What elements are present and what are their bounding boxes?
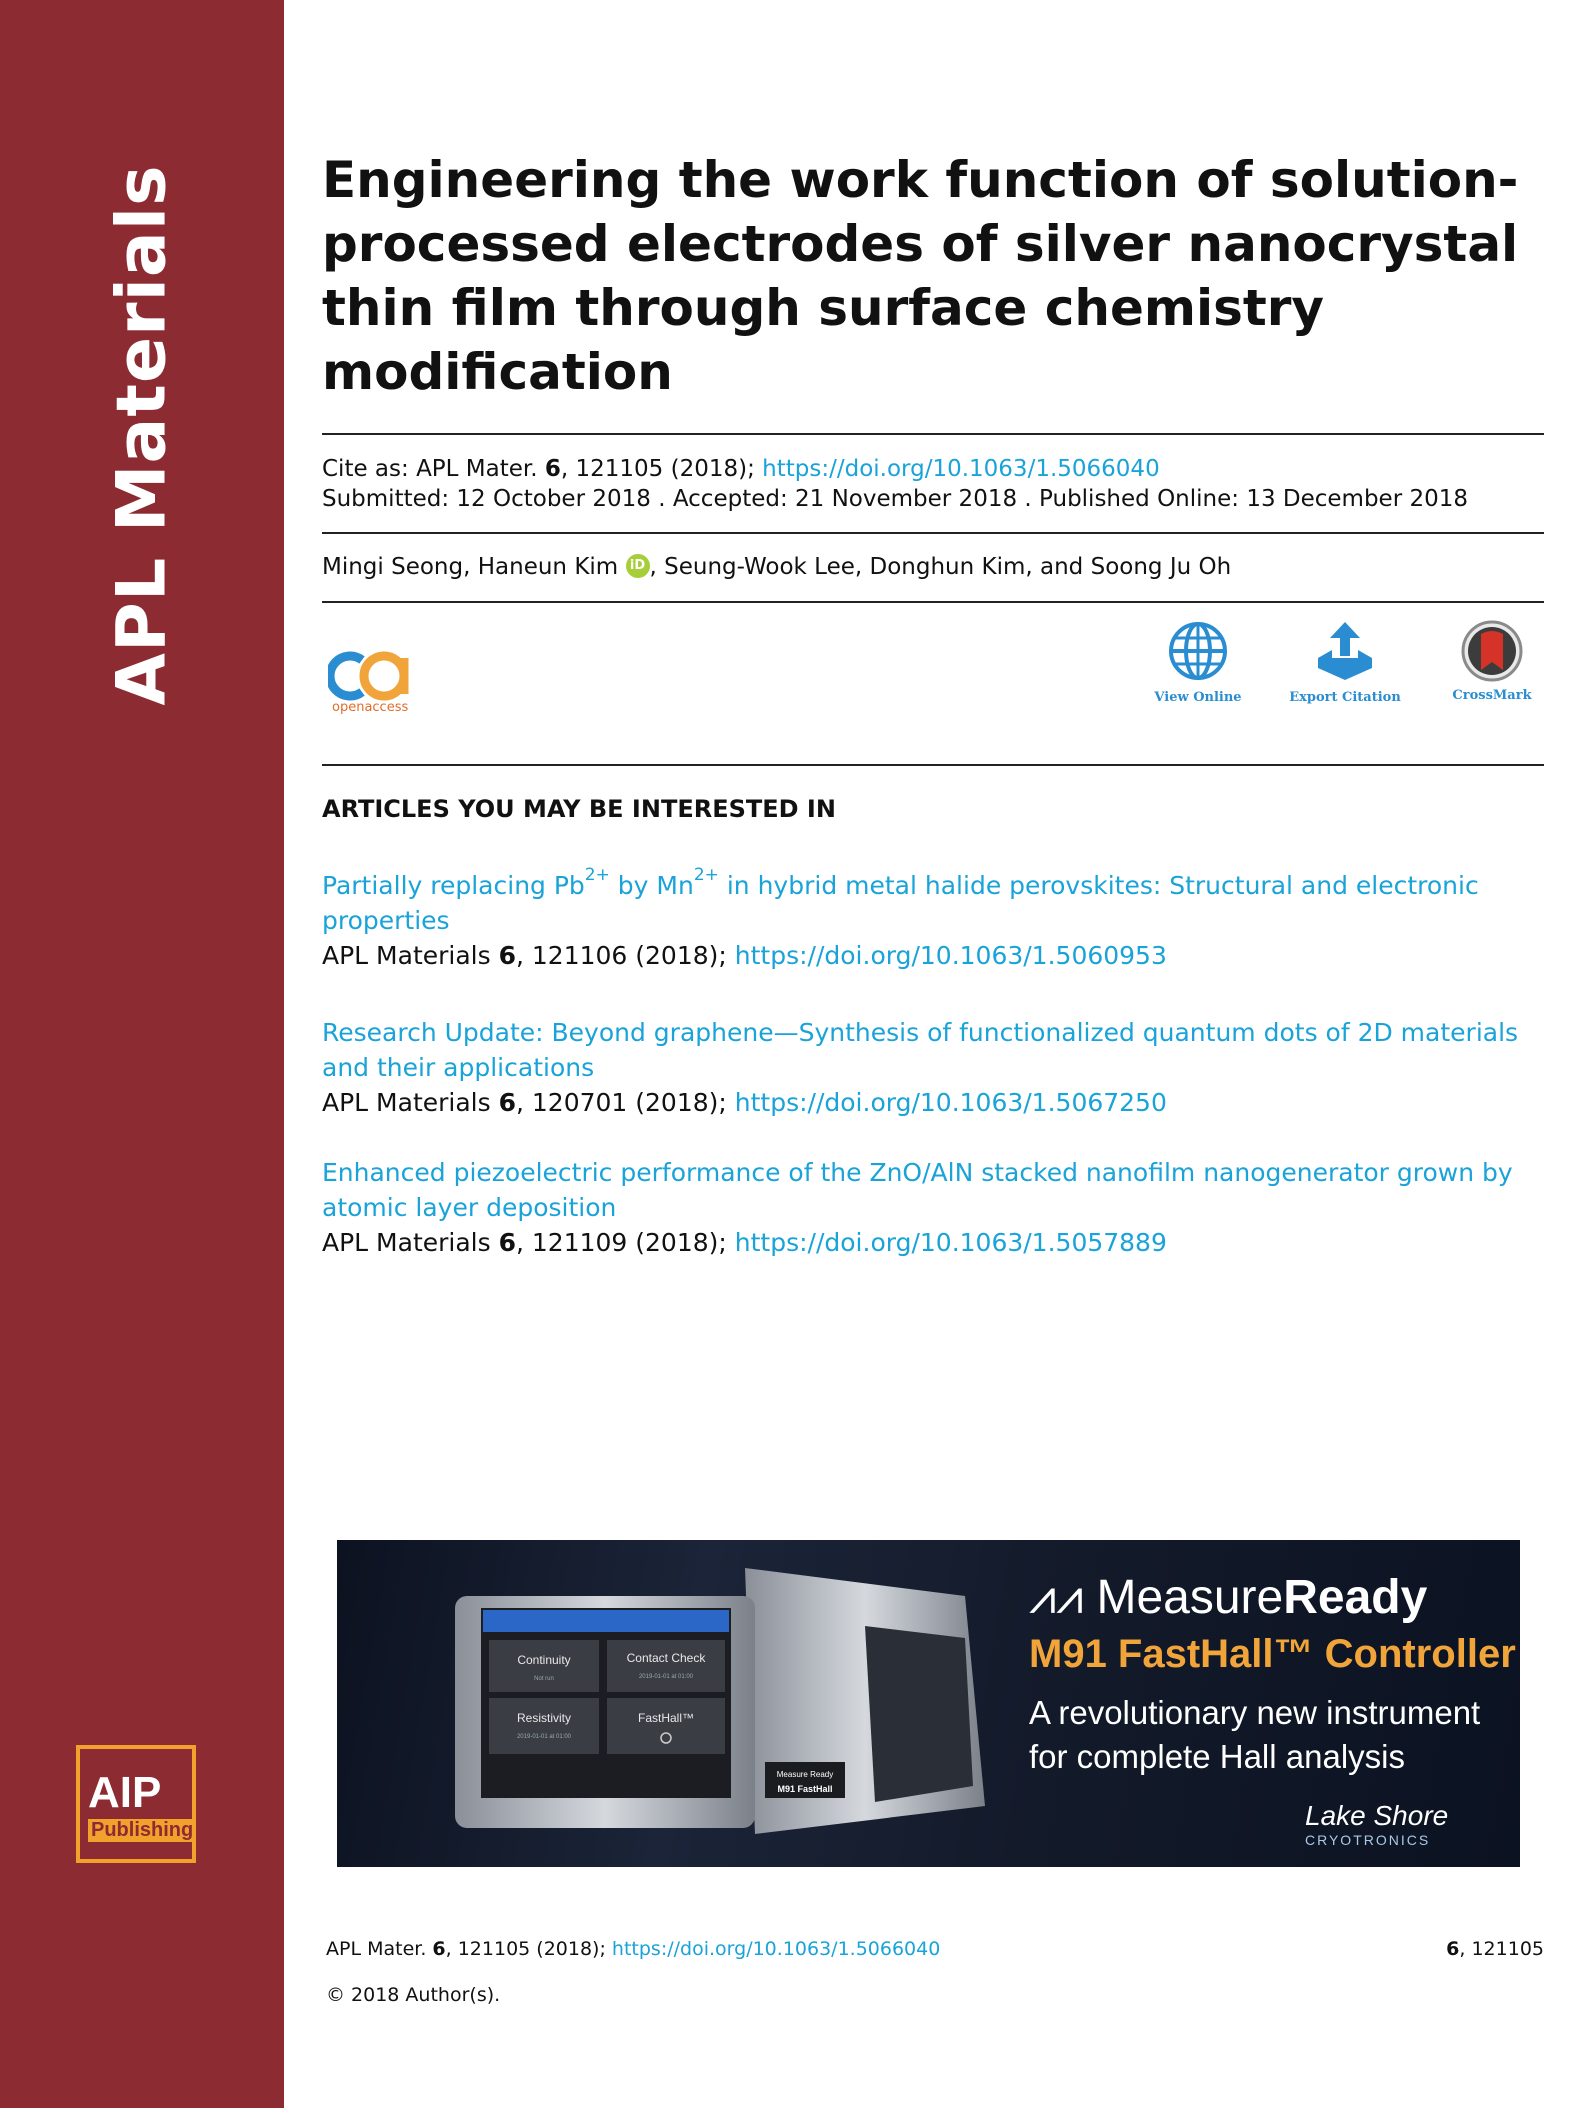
export-citation-label: Export Citation (1289, 690, 1401, 705)
copyright-notice: © 2018 Author(s). (326, 1984, 501, 2006)
related-article-doi-link[interactable]: https://doi.org/10.1063/1.5067250 (734, 1088, 1167, 1117)
footer-citation: APL Mater. 6, 121105 (2018); https://doi.org/10.1063/1.5066040 (326, 1938, 941, 1960)
cite-prefix: Cite as: APL Mater. (322, 456, 545, 482)
related-article-title[interactable]: Partially replacing Pb$^{2+}$ by Mn$^{2+}$ in hybrid metal halide perovskites: Structural and electronic properties (322, 865, 1479, 935)
article-doi-link[interactable]: https://doi.org/10.1063/1.5066040 (762, 456, 1160, 482)
dates-line: Submitted: 12 October 2018 . Accepted: 21 November 2018 . Published Online: 13 December 2018 (322, 486, 1469, 512)
journal-name: APL Materials (102, 164, 182, 706)
related-article-doi-link[interactable]: https://doi.org/10.1063/1.5057889 (734, 1228, 1167, 1257)
divider (322, 433, 1544, 435)
crossmark-button[interactable] (1432, 620, 1552, 703)
device-badge-brand: Measure Ready (776, 1770, 834, 1779)
screen-tile-contact-check: Contact Check (626, 1651, 706, 1665)
screen-tile-continuity-status: Not run (534, 1676, 554, 1682)
screen-tile-resistivity-status: 2019-01-01 at 01:00 (516, 1734, 572, 1740)
device-badge-model: M91 FastHall (777, 1784, 833, 1794)
authors-first: Mingi Seong, Haneun Kim (322, 554, 619, 580)
journal-sidebar (0, 0, 284, 2108)
related-article-title[interactable]: Enhanced piezoelectric performance of the ZnO/AlN stacked nanofilm nanogenerator grown by atomic layer deposition (322, 1158, 1513, 1222)
lake-shore-logo: Lake Shore CRYOTRONICS (1305, 1800, 1449, 1848)
open-access-label: openaccess (332, 700, 409, 715)
authors-rest: , Seung-Wook Lee, Donghun Kim, and Soong Ju Oh (649, 554, 1232, 580)
export-icon (1310, 620, 1380, 682)
divider (322, 601, 1544, 603)
orcid-icon[interactable]: iD (626, 554, 650, 578)
ad-copy (1029, 1570, 1516, 1779)
authors-line (322, 554, 1231, 580)
view-online-button[interactable] (1138, 620, 1258, 705)
screen-tile-fasthall: FastHall™ (637, 1711, 695, 1725)
aip-publishing-logo[interactable] (76, 1745, 196, 1863)
related-article-citation: APL Materials 6, 120701 (2018); https://doi.org/10.1063/1.5067250 (322, 1088, 1167, 1117)
globe-icon (1167, 620, 1229, 682)
export-citation-button[interactable] (1285, 620, 1405, 705)
ad-product: M91 FastHall™ Controller (1029, 1632, 1516, 1676)
ad-brand: ⩘⩘ MeasureReady (1029, 1571, 1428, 1624)
footer-doi-link[interactable]: https://doi.org/10.1063/1.5066040 (611, 1938, 941, 1960)
related-articles-heading: ARTICLES YOU MAY BE INTERESTED IN (322, 795, 836, 823)
instrument-image (445, 1566, 1005, 1836)
screen-tile-continuity: Continuity (517, 1653, 571, 1667)
footer-page-id: 6, 121105 (1446, 1938, 1544, 1960)
related-article (322, 1015, 1542, 1121)
ad-tagline: A revolutionary new instrument for complete Hall analysis (1029, 1694, 1481, 1775)
ad-brand-logo-icon: ⩘⩘ (1029, 1571, 1097, 1624)
crossmark-icon (1459, 620, 1525, 682)
related-article-citation: APL Materials 6, 121109 (2018); https://doi.org/10.1063/1.5057889 (322, 1228, 1167, 1257)
advertisement-banner[interactable] (337, 1540, 1520, 1867)
cite-volume: 6 (544, 456, 561, 482)
publishing-logo-text: Publishing (88, 1819, 196, 1842)
related-article (322, 865, 1542, 974)
article-title: Engineering the work function of solution-processed electrodes of silver nanocrystal thin film through surface chemistry modification (322, 151, 1519, 401)
aip-logo-text: AIP (88, 1768, 162, 1817)
cite-rest: , 121105 (2018); (560, 456, 763, 482)
divider (322, 764, 1544, 766)
screen-tile-contact-check-status: 2019-01-01 at 01:00 (638, 1674, 694, 1680)
related-article-doi-link[interactable]: https://doi.org/10.1063/1.5060953 (734, 941, 1167, 970)
related-article-citation: APL Materials 6, 121106 (2018); https://doi.org/10.1063/1.5060953 (322, 941, 1167, 970)
divider (322, 532, 1544, 534)
view-online-label: View Online (1154, 690, 1242, 705)
related-article (322, 1155, 1542, 1261)
screen-tile-resistivity: Resistivity (516, 1711, 572, 1725)
related-article-title[interactable]: Research Update: Beyond graphene—Synthesis of functionalized quantum dots of 2D materials and their applications (322, 1018, 1519, 1082)
citation-line (322, 456, 1160, 482)
crossmark-label: CrossMark (1452, 688, 1532, 703)
